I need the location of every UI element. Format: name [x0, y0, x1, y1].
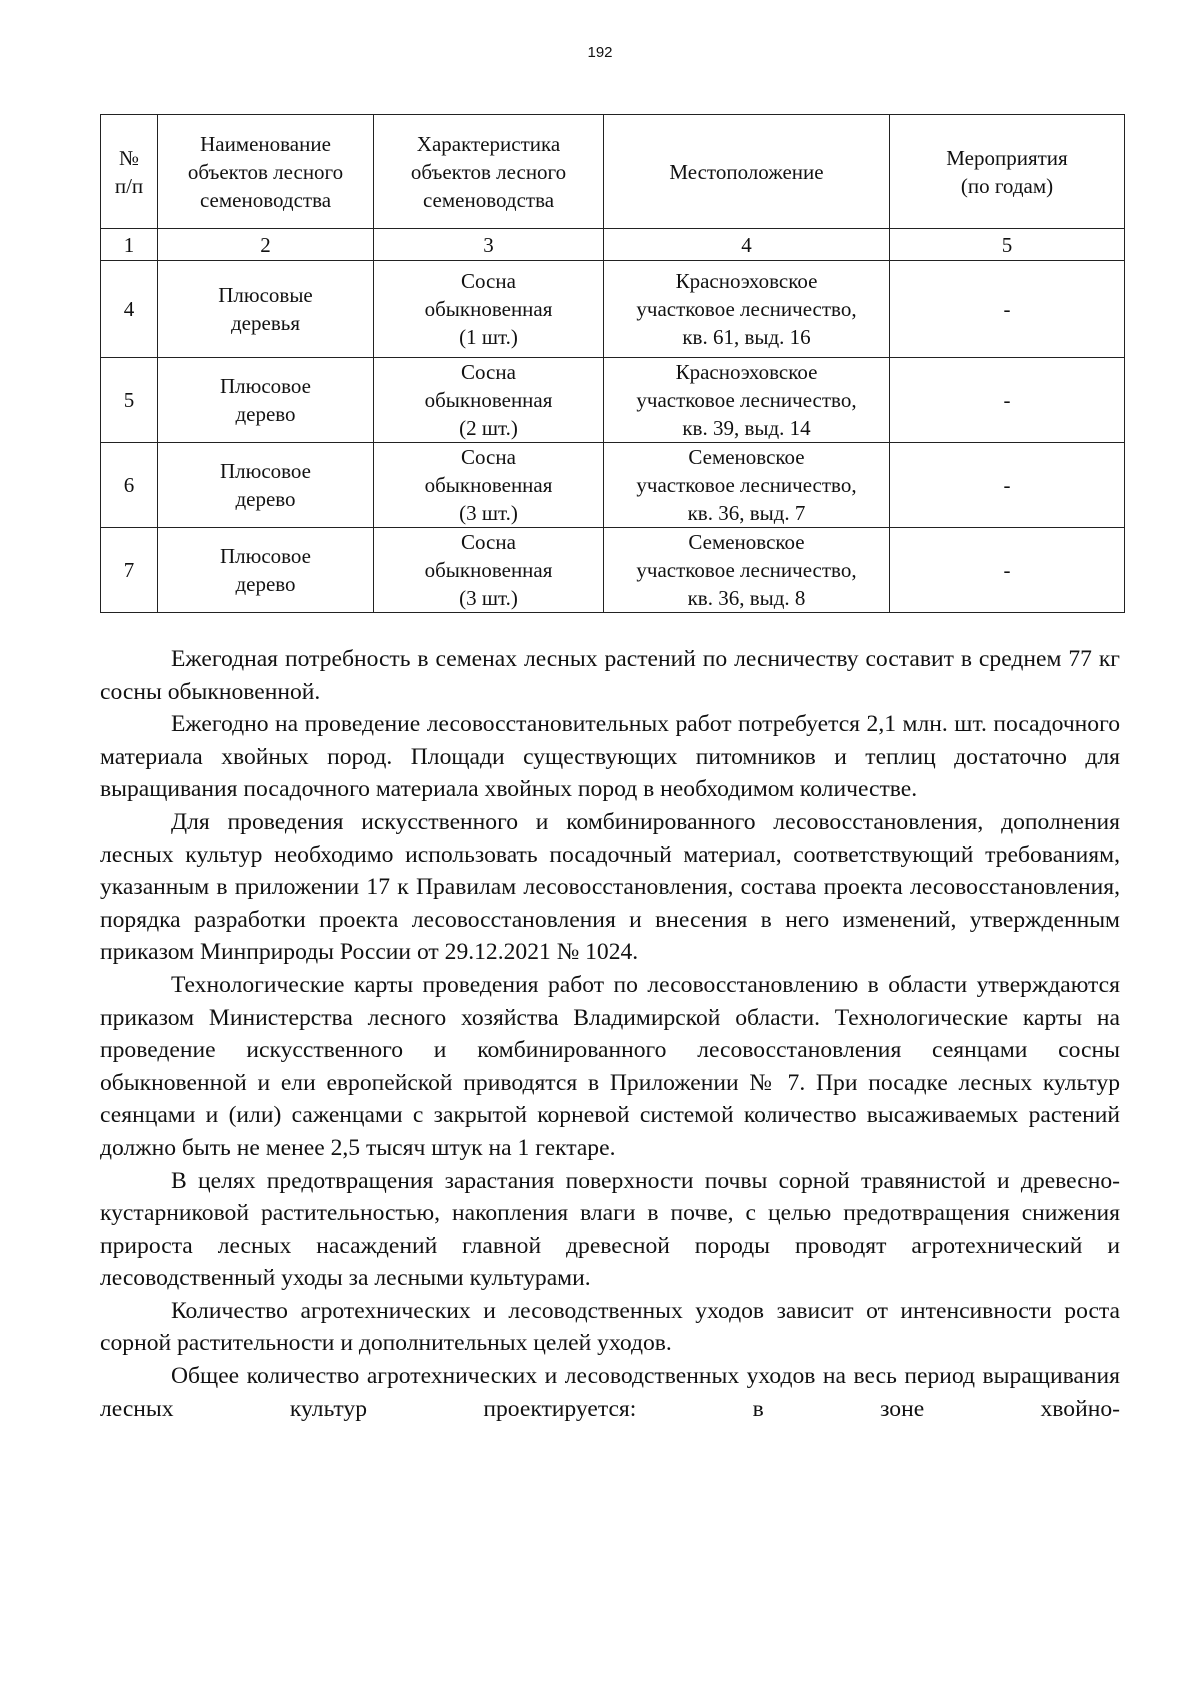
paragraph: Ежегодно на проведение лесовосстановительных работ потребуется 2,1 млн. шт. посадочного материала хвойных пород. Площади существующих питомников и теплиц достаточно для выращивания посадочного материала хвойных пород в необходимом количестве. — [100, 711, 1120, 803]
paragraph: Для проведения искусственного и комбинированного лесовосстановления, дополнения лесных культур необходимо использовать посадочный материал, соответствующий требованиям, указанным в приложении 17 к Правилам лесовосстановления, состава проекта лесовосстановления, порядка разработки проекта лесовосстановления и внесения в него изменений, утвержденным приказом Минприроды России от 29.12.2021 № 1024. — [100, 808, 1120, 966]
page-number: 192 — [587, 44, 613, 61]
object-measures: - — [890, 528, 1125, 613]
object-location: Красноэховское участковое лесничество, кв. 39, выд. 14 — [604, 358, 890, 443]
object-characteristic: Сосна обыкновенная (3 шт.) — [374, 528, 604, 613]
table-row — [101, 443, 1125, 528]
object-characteristic: Сосна обыкновенная (1 шт.) — [374, 261, 604, 358]
header-object-name: Наименование объектов лесного семеноводства — [158, 115, 374, 229]
row-number: 4 — [101, 261, 158, 358]
column-number: 5 — [890, 229, 1125, 261]
object-name: Плюсовое дерево — [158, 443, 374, 528]
table-column-numbers-row — [101, 229, 1125, 261]
object-measures: - — [890, 443, 1125, 528]
object-name: Плюсовое дерево — [158, 358, 374, 443]
paragraph: Общее количество агротехнических и лесоводственных уходов на весь период выращивания лесных культур проектируется: в зоне хвойно- — [100, 1363, 1120, 1422]
paragraph: В целях предотвращения зарастания поверхности почвы сорной травянистой и древесно-кустарниковой растительностью, накопления влаги в почве, с целью предотвращения снижения прироста лесных насаждений главной древесной породы проводят агротехнический и лесоводственный уходы за лесными культурами. — [100, 1167, 1120, 1292]
object-location: Семеновское участковое лесничество, кв. 36, выд. 8 — [604, 528, 890, 613]
header-number: № п/п — [101, 115, 158, 229]
column-number: 3 — [374, 229, 604, 261]
header-measures: Мероприятия (по годам) — [890, 115, 1125, 229]
object-location: Семеновское участковое лесничество, кв. 36, выд. 7 — [604, 443, 890, 528]
row-number: 7 — [101, 528, 158, 613]
header-location: Местоположение — [604, 115, 890, 229]
object-location: Красноэховское участковое лесничество, кв. 61, выд. 16 — [604, 261, 890, 358]
paragraph: Ежегодная потребность в семенах лесных растений по лесничеству составит в среднем 77 кг сосны обыкновенной. — [100, 646, 1120, 705]
body-text — [100, 643, 1120, 1425]
row-number: 5 — [101, 358, 158, 443]
paragraph: Количество агротехнических и лесоводственных уходов зависит от интенсивности роста сорной растительности и дополнительных целей уходов. — [100, 1297, 1120, 1357]
row-number: 6 — [101, 443, 158, 528]
object-name: Плюсовое дерево — [158, 528, 374, 613]
table-row — [101, 528, 1125, 613]
object-characteristic: Сосна обыкновенная (3 шт.) — [374, 443, 604, 528]
column-number: 2 — [158, 229, 374, 261]
table-row — [101, 358, 1125, 443]
column-number: 1 — [101, 229, 158, 261]
paragraph: Технологические карты проведения работ по лесовосстановлению в области утверждаются приказом Министерства лесного хозяйства Владимирской области. Технологические карты на проведение искусственного и комбинированного лесовосстановления сеянцами сосны обыкновенной и ели европейской приводятся в Приложении № 7. При посадке лесных культур сеянцами и (или) саженцами с закрытой корневой системой количество высаживаемых растений должно быть не менее 2,5 тысяч штук на 1 гектаре. — [100, 971, 1120, 1161]
header-characteristic: Характеристика объектов лесного семеноводства — [374, 115, 604, 229]
column-number: 4 — [604, 229, 890, 261]
table-row — [101, 261, 1125, 358]
object-characteristic: Сосна обыкновенная (2 шт.) — [374, 358, 604, 443]
object-measures: - — [890, 358, 1125, 443]
object-measures: - — [890, 261, 1125, 358]
object-name: Плюсовые деревья — [158, 261, 374, 358]
table-header-row — [101, 115, 1125, 229]
seed-objects-table — [100, 114, 1125, 613]
